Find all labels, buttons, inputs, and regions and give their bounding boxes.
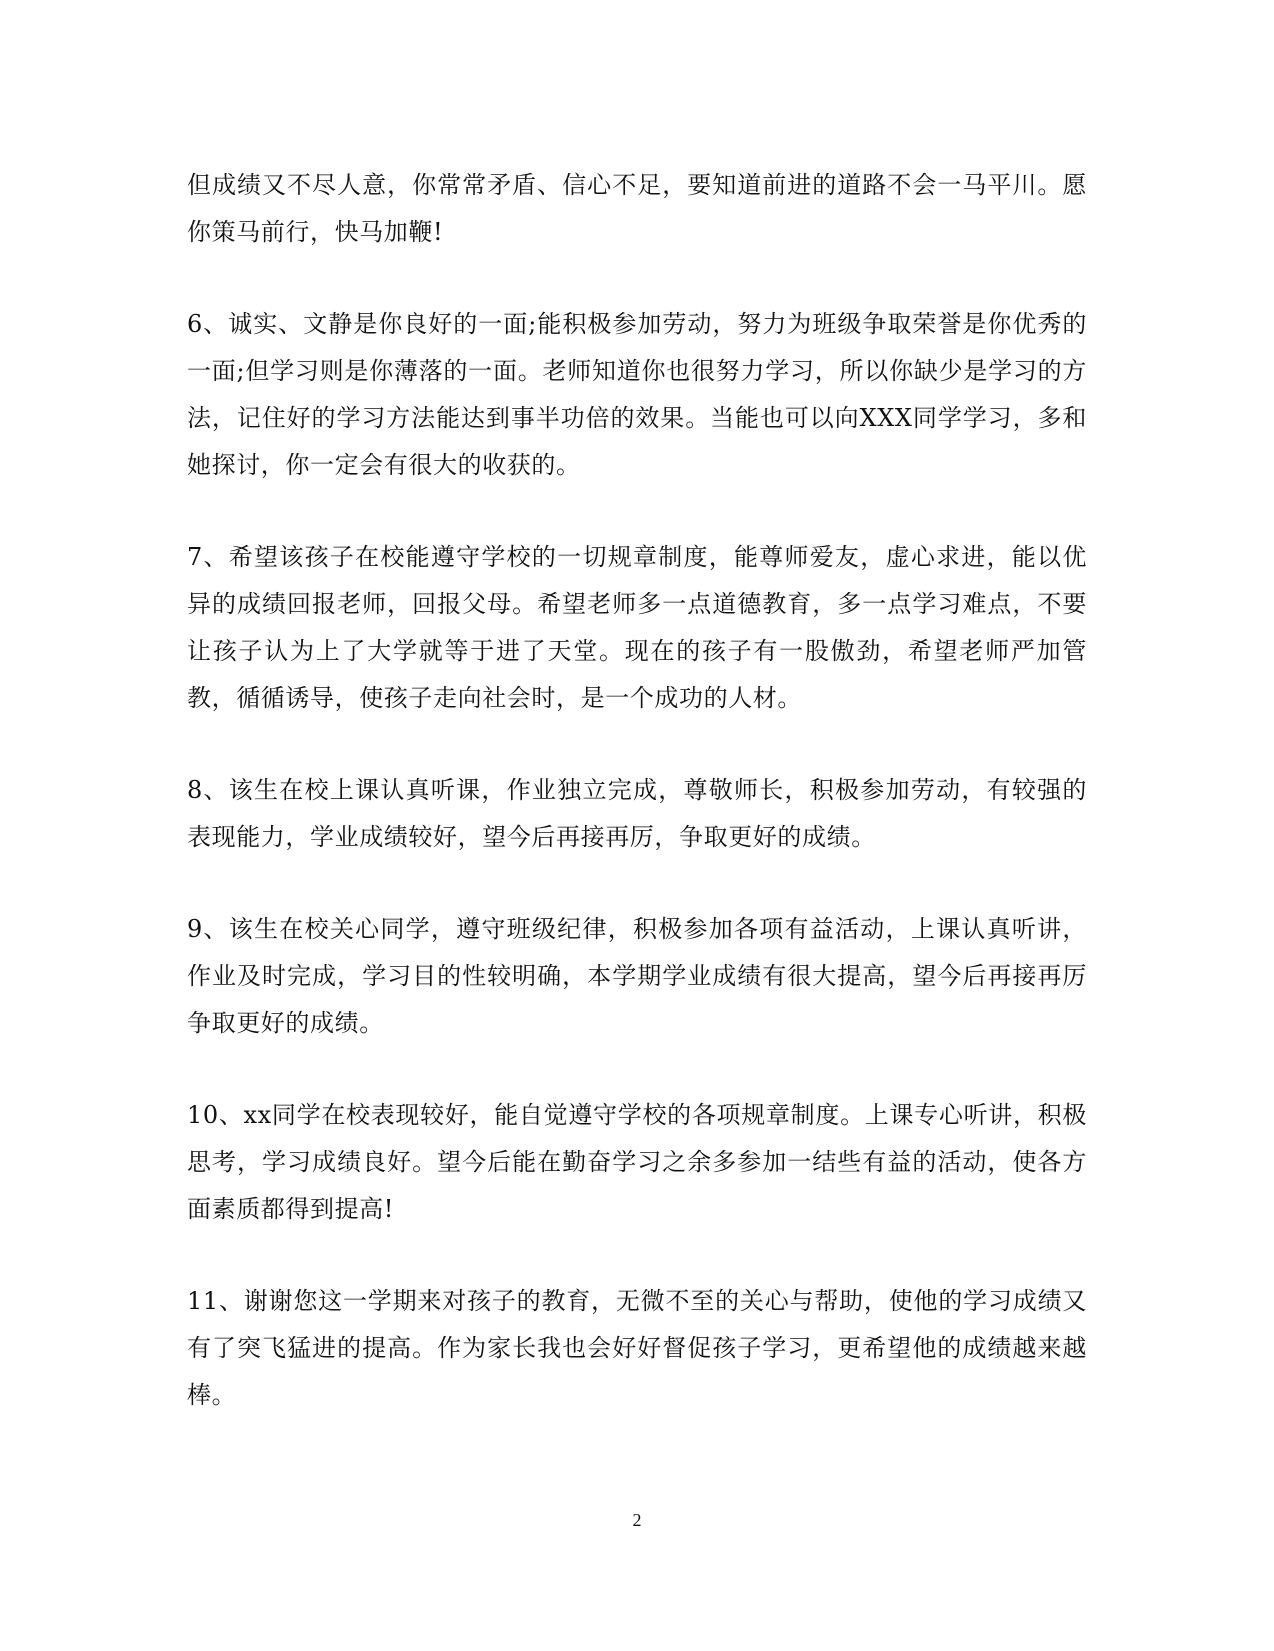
- paragraph-continuation: 但成绩又不尽人意，你常常矛盾、信心不足，要知道前进的道路不会一马平川。愿你策马前行，快马加鞭!: [187, 171, 1087, 246]
- paragraph-item-9: 9、该生在校关心同学，遵守班级纪律，积极参加各项有益活动，上课认真听讲，作业及时完成，学习目的性较明确，本学期学业成绩有很大提高，望今后再接再厉争取更好的成绩。: [187, 915, 1087, 1037]
- paragraph-item-11: 11、谢谢您这一学期来对孩子的教育，无微不至的关心与帮助，使他的学习成绩又有了突飞猛进的提高。作为家长我也会好好督促孩子学习，更希望他的成绩越来越棒。: [187, 1287, 1087, 1409]
- page-number: 2: [632, 1510, 642, 1530]
- paragraph-item-8: 8、该生在校上课认真听课，作业独立完成，尊敬师长，积极参加劳动，有较强的表现能力，学业成绩较好，望今后再接再厉，争取更好的成绩。: [187, 776, 1087, 851]
- paragraph-item-10: 10、xx同学在校表现较好，能自觉遵守学校的各项规章制度。上课专心听讲，积极思考，学习成绩良好。望今后能在勤奋学习之余多参加一结些有益的活动，使各方面素质都得到提高!: [187, 1101, 1087, 1223]
- paragraph-item-6: 6、诚实、文静是你良好的一面;能积极参加劳动，努力为班级争取荣誉是你优秀的一面;但学习则是你薄落的一面。老师知道你也很努力学习，所以你缺少是学习的方法，记住好的学习方法能达到事半功倍的效果。当能也可以向XXX同学学习，多和她探讨，你一定会有很大的收获的。: [187, 310, 1087, 479]
- paragraph-item-7: 7、希望该孩子在校能遵守学校的一切规章制度，能尊师爱友，虚心求进，能以优异的成绩回报老师，回报父母。希望老师多一点道德教育，多一点学习难点，不要让孩子认为上了大学就等于进了天堂。现在的孩子有一股傲劲，希望老师严加管教，循循诱导，使孩子走向社会时，是一个成功的人材。: [187, 543, 1087, 712]
- document-body: [187, 162, 1087, 1464]
